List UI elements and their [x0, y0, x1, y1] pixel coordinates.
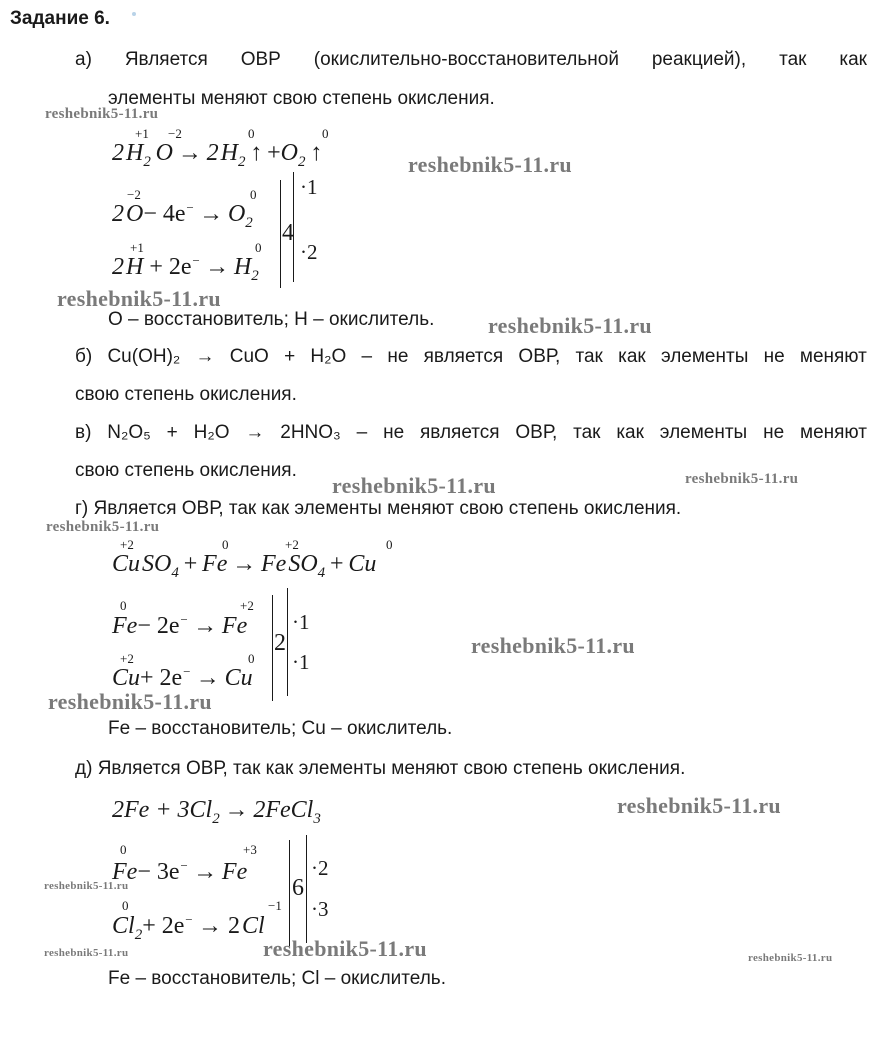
part-v-line1: в) N₂O₅ + H₂O → 2HNO₃ – не является ОВР, так как элементы не меняют — [75, 422, 867, 443]
ox-state: +2 — [240, 598, 254, 613]
word: так — [779, 49, 807, 70]
watermark: reshebnik5-11.ru — [48, 689, 212, 714]
watermark: reshebnik5-11.ru — [57, 286, 221, 311]
watermark: reshebnik5-11.ru — [44, 880, 129, 892]
word: как — [839, 49, 867, 70]
ox-state: +1 — [135, 126, 149, 141]
multiplier: ·1 — [292, 650, 310, 674]
bracket-line — [289, 840, 290, 948]
equation-g-half2: Cu+ 2e− → Cu — [112, 664, 253, 691]
ox-state: +3 — [243, 842, 257, 857]
decorative-dot — [132, 12, 136, 16]
part-v-line2: свою степень окисления. — [75, 460, 297, 481]
word: Является — [124, 49, 208, 70]
watermark: reshebnik5-11.ru — [408, 152, 572, 177]
bracket-line — [287, 588, 288, 696]
ox-state: 0 — [122, 898, 129, 913]
task-title: Задание 6. — [10, 8, 110, 29]
watermark: reshebnik5-11.ru — [685, 471, 799, 487]
equation-g-main: Cu $SO_4 + Fe \to Fe$ $SO_4 + Cu$ — [112, 551, 377, 581]
ox-state: 0 — [248, 126, 255, 141]
ox-state: 0 — [255, 240, 262, 255]
watermark: reshebnik5-11.ru — [748, 952, 833, 964]
ox-state: +1 — [130, 240, 144, 255]
multiplier: ·1 — [292, 610, 310, 634]
part-a-line1 — [75, 48, 867, 72]
part-b-line2: свою степень окисления. — [75, 384, 297, 405]
part-g-line1: г) Является ОВР, так как элементы меняют свою степень окисления. — [75, 498, 682, 519]
ox-state: 0 — [120, 598, 127, 613]
watermark: reshebnik5-11.ru — [46, 519, 160, 535]
ox-state: 0 — [386, 537, 393, 552]
ox-state: −2 — [168, 126, 182, 141]
word: реакцией), — [651, 49, 747, 70]
word: (окислительно-восстановительной — [313, 49, 619, 70]
watermark: reshebnik5-11.ru — [471, 633, 635, 658]
ox-state: 0 — [248, 651, 255, 666]
part-a-conclusion: О – восстановитель; Н – окислитель. — [108, 309, 435, 330]
multiplier: ·2 — [311, 856, 329, 880]
equation-g-half1: Fe− 2e− → Fe — [112, 612, 248, 639]
watermark: reshebnik5-11.ru — [263, 936, 427, 961]
part-d-line1: д) Является ОВР, так как элементы меняют свою степень окисления. — [75, 758, 686, 779]
ox-state: 0 — [120, 842, 127, 857]
watermark: reshebnik5-11.ru — [45, 106, 159, 122]
watermark: reshebnik5-11.ru — [488, 313, 652, 338]
watermark: reshebnik5-11.ru — [332, 473, 496, 498]
word: а) — [75, 49, 92, 70]
part-d-conclusion: Fe – восстановитель; Cl – окислитель. — [108, 968, 446, 989]
multiplier: ·2 — [300, 240, 318, 264]
ox-state: −1 — [268, 898, 282, 913]
ox-state: +2 — [120, 537, 134, 552]
lcm-value: 6 — [292, 875, 304, 901]
lcm-value: 2 — [274, 630, 286, 656]
equation-d-half2: $Cl_2+ 2e^- \to 2$ Cl — [112, 912, 265, 943]
lcm-value: 4 — [282, 220, 294, 246]
equation-d-main: $2Fe + 3Cl_2$ → 2FeCl$_3$ — [112, 797, 321, 827]
multiplier: ·1 — [300, 175, 318, 199]
equation-d-half1: Fe− 3e− → Fe — [112, 858, 248, 885]
ox-state: 0 — [250, 187, 257, 202]
watermark: reshebnik5-11.ru — [44, 947, 129, 959]
ox-state: −2 — [127, 187, 141, 202]
bracket-line — [306, 835, 307, 943]
watermark: reshebnik5-11.ru — [617, 793, 781, 818]
equation-a-main: 2 $H_2$ O → 2 $H_2$ ↑ $+O_2$ ↑ — [112, 140, 323, 170]
part-a-line2: элементы меняют свою степень окисления. — [108, 88, 495, 109]
ox-state: +2 — [120, 651, 134, 666]
equation-a-half2: 2 $H + 2e^- \to H_2$ — [112, 253, 259, 284]
multiplier: ·3 — [311, 897, 329, 921]
bracket-line — [272, 595, 273, 701]
bracket-line — [280, 180, 281, 288]
part-b-line1: б) Cu(OH)₂ → CuO + H₂O – не является ОВР, так как элементы не меняют — [75, 346, 867, 367]
ox-state: 0 — [322, 126, 329, 141]
ox-state: 0 — [222, 537, 229, 552]
word: ОВР — [240, 49, 281, 70]
equation-a-half1: 2 $O- 4e^- \to O_2$ — [112, 200, 253, 231]
ox-state: +2 — [285, 537, 299, 552]
part-g-conclusion: Fe – восстановитель; Cu – окислитель. — [108, 718, 453, 739]
